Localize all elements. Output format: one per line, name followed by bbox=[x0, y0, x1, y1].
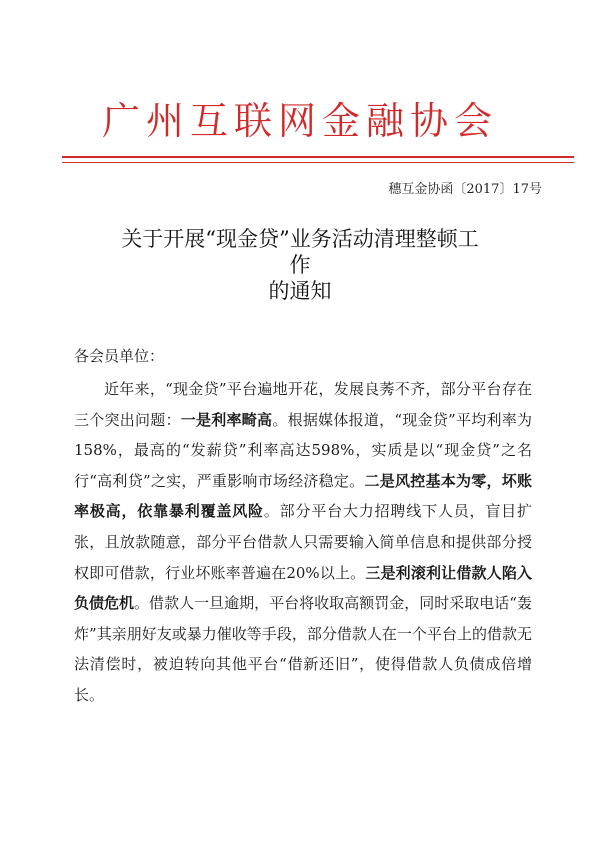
body-paragraph bbox=[74, 374, 532, 711]
red-divider-thin bbox=[62, 162, 574, 163]
red-divider-thick bbox=[62, 156, 574, 158]
point-three-bold: 三是利滚利让借款人陷入负债危机 bbox=[74, 563, 532, 613]
point-two-bold: 二是风控基本为零，坏账率极高，依靠暴利覆盖风险 bbox=[74, 471, 532, 521]
document-title bbox=[70, 226, 530, 304]
body-text-1: 近年来，“现金贷”平台遍地开花，发展良莠不齐，部分平台存在三个突出问题： bbox=[74, 380, 532, 429]
document-number: 穗互金协函〔2017〕17号 bbox=[388, 182, 542, 197]
org-title: 广州互联网金融协会 bbox=[101, 99, 498, 143]
point-one-bold: 一是利率畸高 bbox=[180, 410, 273, 429]
title-line-3: 的通知 bbox=[268, 279, 332, 303]
body-text-2: 。根据媒体报道，“现金贷”平均利率为158%，最高的“发薪贷”利率高达598%，实质是以“现金贷”之名行“高利贷”之实，严重影响市场经济稳定。 bbox=[74, 410, 532, 490]
title-line-2: 作 bbox=[289, 253, 311, 277]
title-line-1: 关于开展“现金贷”业务活动清理整顿工 bbox=[121, 227, 479, 251]
salutation: 各会员单位： bbox=[74, 347, 165, 365]
body-text-4: 。借款人一旦逾期，平台将收取高额罚金，同时采取电话“轰炸”其亲朋好友或暴力催收等手段，部分借款人在一个平台上的借款无法清偿时，被迫转向其他平台“借新还旧”，使得借款人负债成倍增长。 bbox=[74, 594, 532, 704]
body-text-3: 。部分平台大力招聘线下人员，盲目扩张，且放款随意，部分平台借款人只需要输入简单信息和提供部分授权即可借款，行业坏账率普遍在20%以上。 bbox=[74, 502, 532, 582]
